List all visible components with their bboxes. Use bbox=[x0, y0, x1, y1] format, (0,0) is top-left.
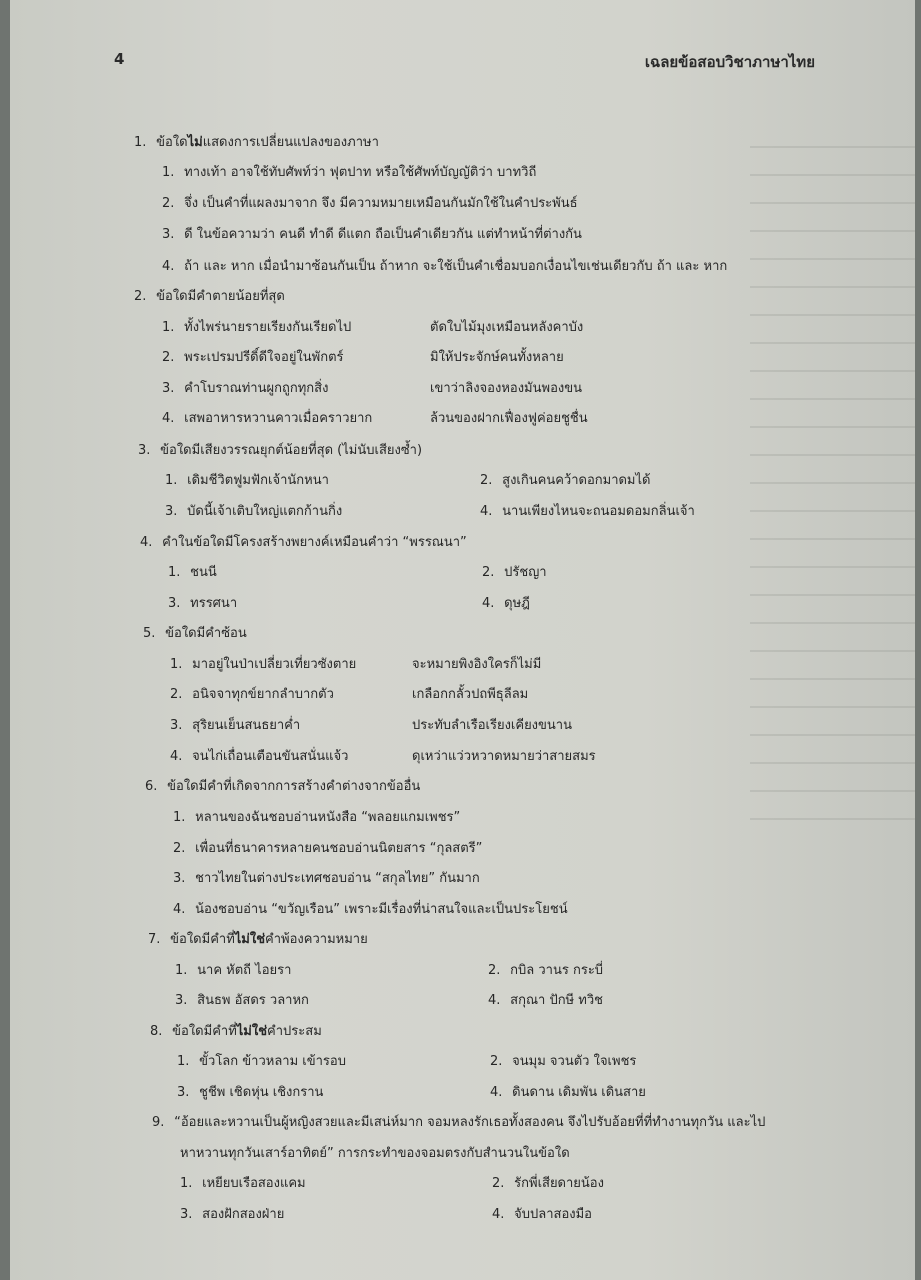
question-1-option-1: 1. ทางเท้า อาจใช้ทับศัพท์ว่า ฟุตปาท หรือใช้ศัพท์บัญญัติว่า บาทวิถี bbox=[162, 165, 537, 180]
question-8-option-2: 2. จนมุม จวนตัว ใจเพชร bbox=[490, 1054, 637, 1069]
question-3-option-3: 3. บัดนี้เจ้าเติบใหญ่แตกก้านกิ่ง bbox=[165, 504, 343, 519]
question-5-option-3-verse-b: ประทับลำเรือเรียงเคียงขนาน bbox=[412, 718, 572, 733]
question-5-option-1: 1. มาอยู่ในป่าเปลี่ยวเที่ยวซังตาย bbox=[170, 657, 357, 672]
question-9-option-3: 3. สองฝักสองฝ่าย bbox=[180, 1207, 285, 1222]
question-9-option-4: 4. จับปลาสองมือ bbox=[492, 1207, 592, 1222]
question-4-option-2: 2. ปรัชญา bbox=[482, 565, 547, 580]
question-5-option-4-verse-b: ดุเหว่าแว่วหวาดหมายว่าสายสมร bbox=[412, 749, 596, 764]
question-7-option-1: 1. นาค หัตถี ไอยรา bbox=[175, 963, 292, 978]
question-5-option-3: 3. สุริยนเย็นสนธยาค่ำ bbox=[170, 718, 301, 733]
question-7-option-2: 2. กบิล วานร กระบี่ bbox=[488, 963, 604, 978]
question-6-option-4: 4. น้องชอบอ่าน “ขวัญเรือน” เพราะมีเรื่องที่น่าสนใจและเป็นประโยชน์ bbox=[173, 902, 568, 917]
question-1-stem: 1. ข้อใดไม่แสดงการเปลี่ยนแปลงของภาษา bbox=[134, 135, 379, 150]
question-2-option-2: 2. พระเปรมปรีดิ์ดีใจอยู่ในพักตร์ bbox=[162, 350, 344, 365]
question-2-option-3: 3. คำโบราณท่านผูกถูกทุกสิ่ง bbox=[162, 381, 329, 396]
question-7-option-3: 3. สินธพ อัสดร วลาหก bbox=[175, 993, 309, 1008]
question-5-option-2-verse-b: เกลือกกลั้วปถพีธุลีลม bbox=[412, 687, 529, 702]
question-8-stem: 8. ข้อใดมีคำที่ไม่ใช่คำประสม bbox=[150, 1024, 322, 1039]
page-number: 4 bbox=[114, 50, 125, 68]
question-1-option-4: 4. ถ้า และ หาก เมื่อนำมาซ้อนกันเป็น ถ้าหาก จะใช้เป็นคำเชื่อมบอกเงื่อนไขเช่นเดียวกับ ถ้า และ หาก bbox=[162, 259, 728, 274]
question-2-option-3-verse-b: เขาว่าลิงจองหองมันพองขน bbox=[430, 381, 582, 396]
question-9-option-1: 1. เหยียบเรือสองแคม bbox=[180, 1176, 306, 1191]
document-page bbox=[10, 0, 915, 1280]
question-8-option-4: 4. ดินดาน เดิมพัน เดินสาย bbox=[490, 1085, 646, 1100]
question-9-option-2: 2. รักพี่เสียดายน้อง bbox=[492, 1176, 604, 1191]
question-6-option-2: 2. เพื่อนที่ธนาคารหลายคนชอบอ่านนิตยสาร “กุลสตรี” bbox=[173, 841, 483, 856]
question-3-option-2: 2. สูงเกินคนคว้าดอกมาดมได้ bbox=[480, 473, 651, 488]
question-9-stem-line-1: 9. “อ้อยและหวานเป็นผู้หญิงสวยและมีเสน่ห์มาก จอมหลงรักเธอทั้งสองคน จึงไปรับอ้อยที่ที่ทำงานทุกวัน และไป bbox=[152, 1115, 766, 1130]
question-4-option-3: 3. ทรรศนา bbox=[168, 596, 238, 611]
question-5-option-4: 4. จนไก่เถื่อนเตือนขันสนั่นแจ้ว bbox=[170, 749, 349, 764]
question-2-option-2-verse-b: มิให้ประจักษ์คนทั้งหลาย bbox=[430, 350, 564, 365]
question-7-option-4: 4. สกุณา ปักษี ทวิช bbox=[488, 993, 603, 1008]
question-2-stem: 2. ข้อใดมีคำตายน้อยที่สุด bbox=[134, 289, 285, 304]
question-5-option-1-verse-b: จะหมายพิงอิงใครก็ไม่มี bbox=[412, 657, 542, 672]
question-4-stem: 4. คำในข้อใดมีโครงสร้างพยางค์เหมือนคำว่า “พรรณนา” bbox=[140, 535, 467, 550]
question-2-option-4-verse-b: ล้วนของฝากเฟื่องฟูค่อยชูชื่น bbox=[430, 411, 588, 426]
question-3-option-1: 1. เดิมชีวิตฟูมฟักเจ้านักหนา bbox=[165, 473, 329, 488]
question-list bbox=[10, 0, 915, 1280]
question-6-option-1: 1. หลานของฉันชอบอ่านหนังสือ “พลอยแกมเพชร” bbox=[173, 810, 461, 825]
question-5-stem: 5. ข้อใดมีคำซ้อน bbox=[143, 626, 247, 641]
question-3-stem: 3. ข้อใดมีเสียงวรรณยุกต์น้อยที่สุด (ไม่นับเสียงซ้ำ) bbox=[138, 443, 423, 458]
question-5-option-2: 2. อนิจจาทุกข์ยากลำบากตัว bbox=[170, 687, 334, 702]
question-6-stem: 6. ข้อใดมีคำที่เกิดจากการสร้างคำต่างจากข้ออื่น bbox=[145, 779, 421, 794]
question-7-stem: 7. ข้อใดมีคำที่ไม่ใช่คำพ้องความหมาย bbox=[148, 932, 368, 947]
question-8-option-1: 1. ขั้วโลก ข้าวหลาม เข้ารอบ bbox=[177, 1054, 346, 1069]
question-2-option-4: 4. เสพอาหารหวานคาวเมื่อคราวยาก bbox=[162, 411, 373, 426]
running-header: เฉลยข้อสอบวิชาภาษาไทย bbox=[644, 53, 815, 71]
question-4-option-1: 1. ชนนี bbox=[168, 565, 217, 580]
question-8-option-3: 3. ชูชีพ เชิดหุ่น เชิงกราน bbox=[177, 1085, 324, 1100]
question-6-option-3: 3. ชาวไทยในต่างประเทศชอบอ่าน “สกุลไทย” กันมาก bbox=[173, 871, 480, 886]
question-2-option-1-verse-b: ตัดใบไม้มุงเหมือนหลังคาบัง bbox=[430, 320, 584, 335]
question-1-option-2: 2. จึ่ง เป็นคำที่แผลงมาจาก จึง มีความหมายเหมือนกันมักใช้ในคำประพันธ์ bbox=[162, 196, 578, 211]
question-9-stem-line-2: หาหวานทุกวันเสาร์อาทิตย์” การกระทำของจอมตรงกับสำนวนในข้อใด bbox=[180, 1146, 570, 1161]
question-3-option-4: 4. นานเพียงไหนจะถนอมดอมกลิ่นเจ้า bbox=[480, 504, 695, 519]
question-1-option-3: 3. ดี ในข้อความว่า คนดี ทำดี ดีแตก ถือเป็นคำเดียวกัน แต่ทำหน้าที่ต่างกัน bbox=[162, 227, 582, 242]
question-4-option-4: 4. ดุษฎี bbox=[482, 596, 530, 611]
question-2-option-1: 1. ทั้งไพร่นายรายเรียงกันเรียดไป bbox=[162, 320, 352, 335]
